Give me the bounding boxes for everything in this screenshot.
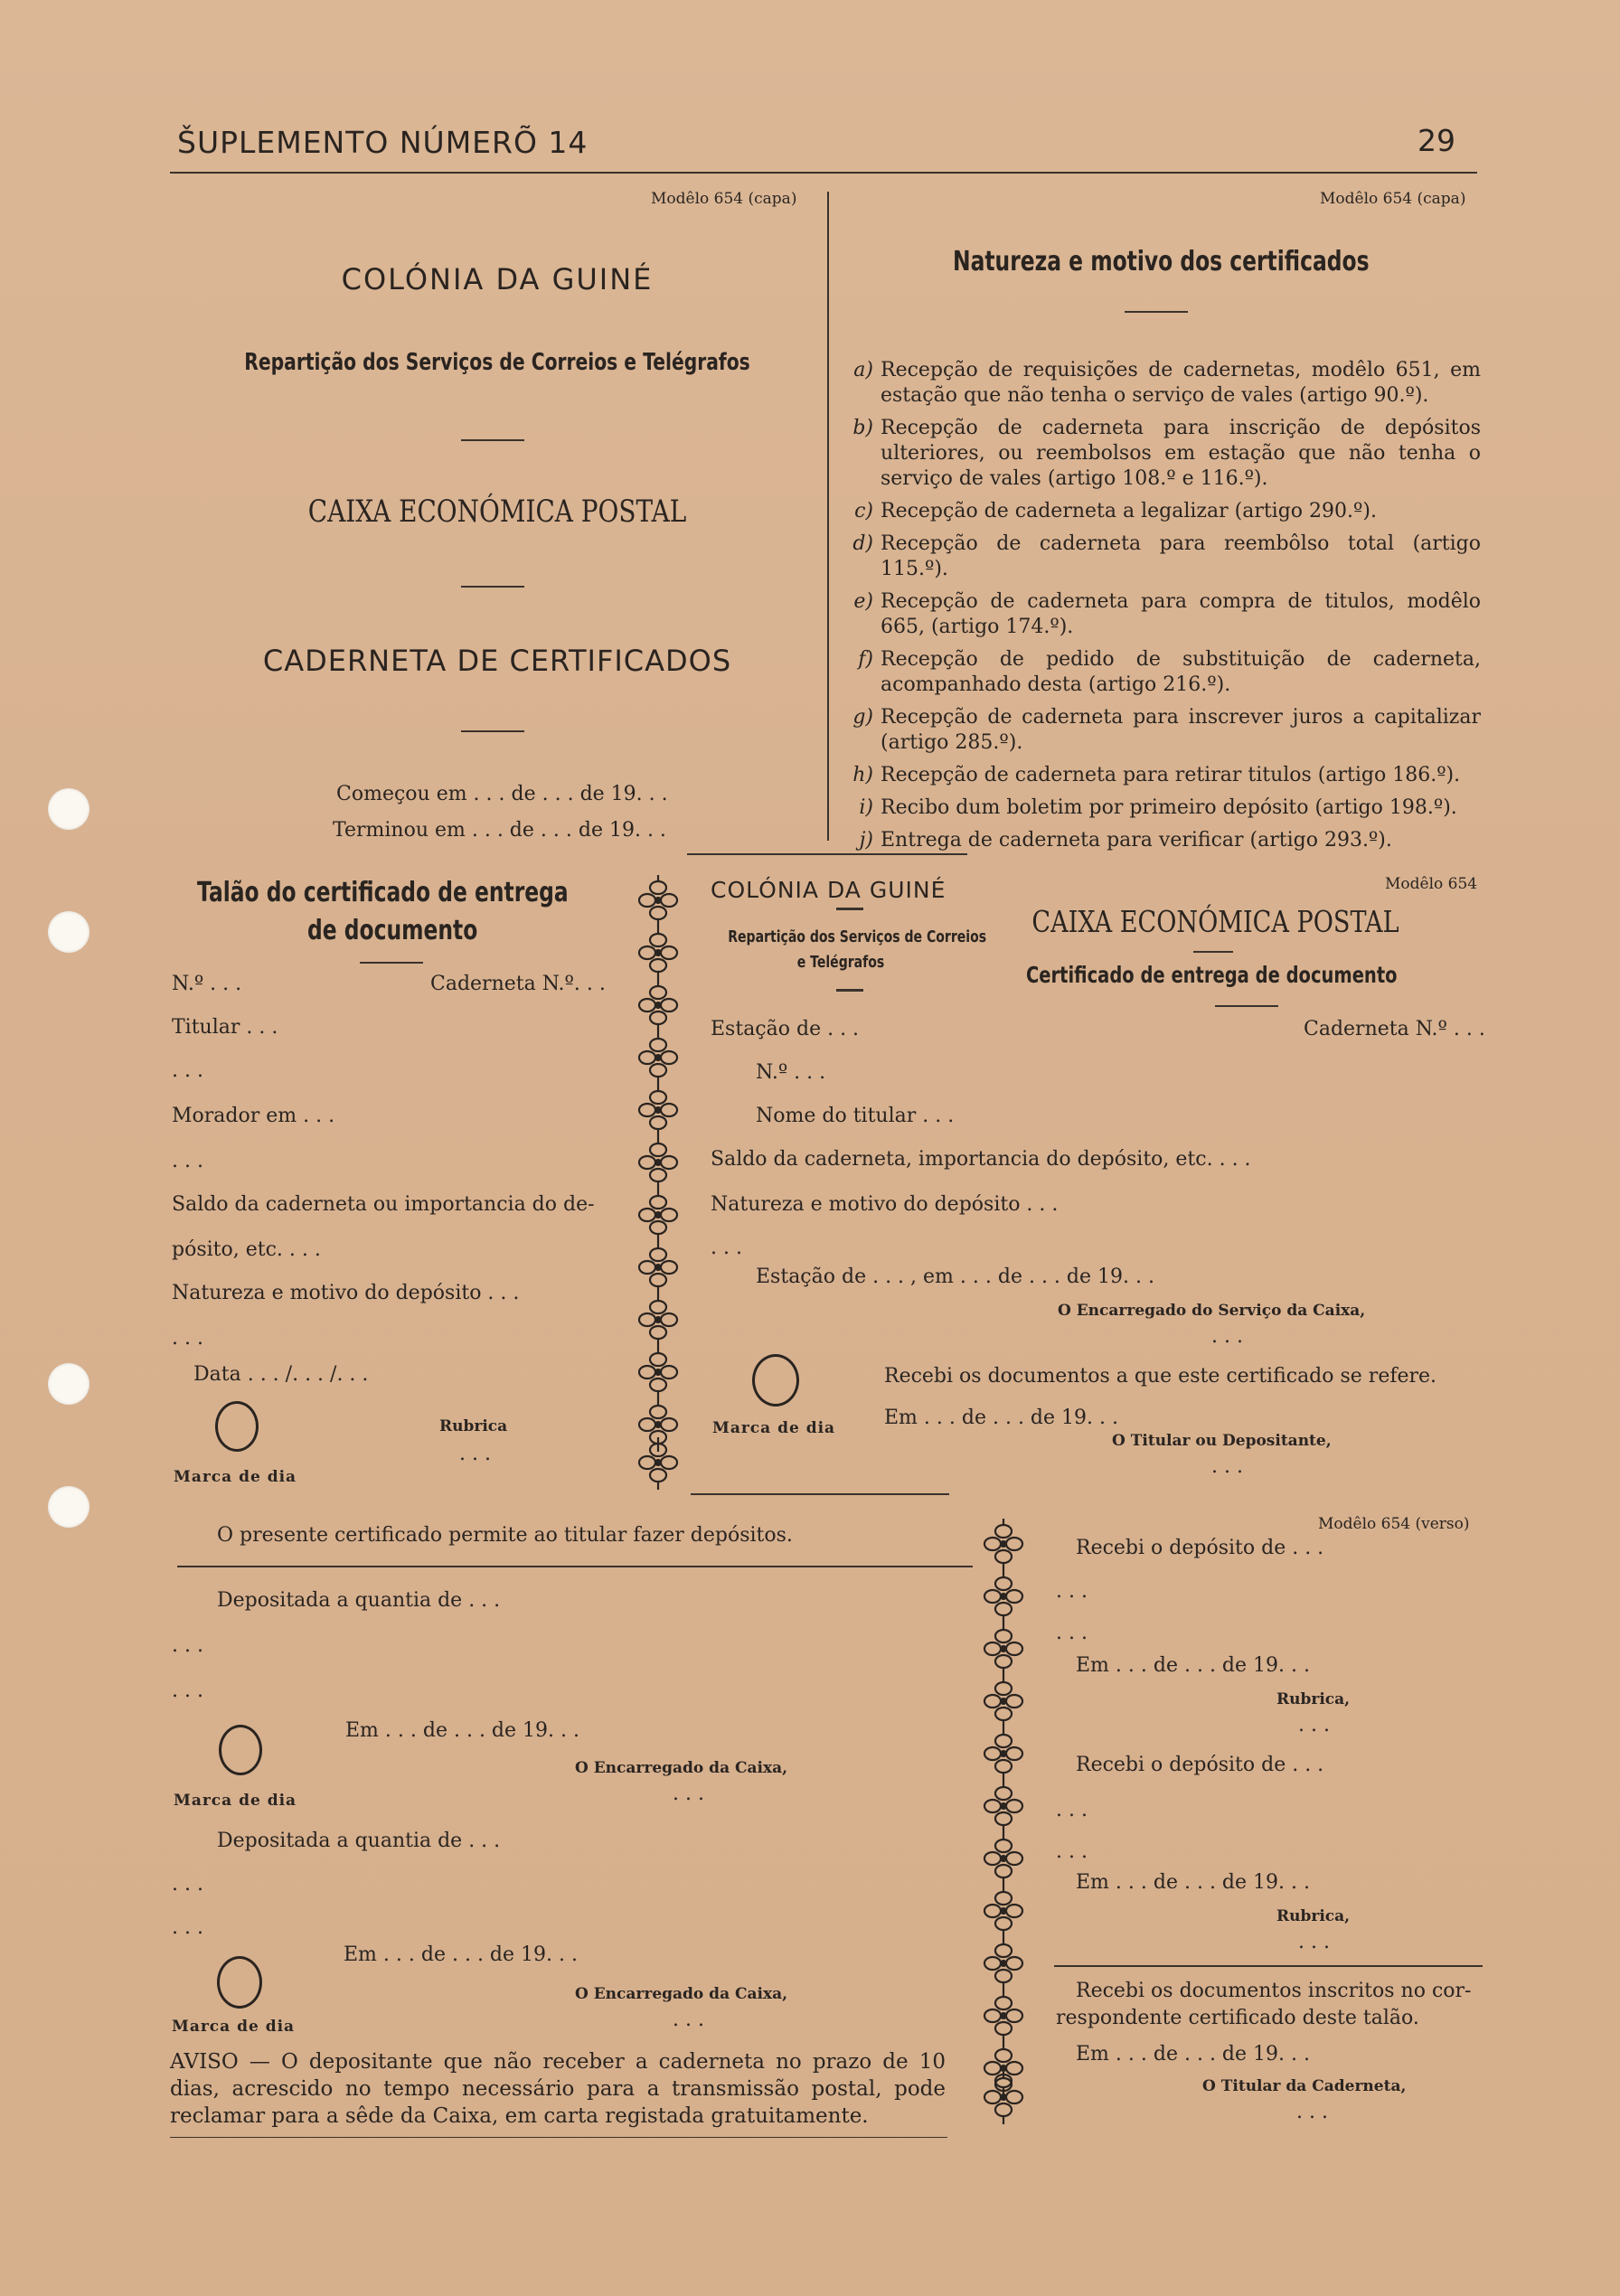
verso-deposito: Depositada a quantia de . . . bbox=[217, 1830, 501, 1852]
talao-dots: . . . bbox=[172, 1059, 203, 1082]
cert-estacao-em: Estação de . . . , em . . . de . . . de 19. . . bbox=[756, 1266, 1154, 1288]
cert-subtitle: Certificado de entrega de documento bbox=[1026, 962, 1398, 988]
page-header-title: ŠUPLEMENTO NÚMERÕ 14 bbox=[177, 125, 589, 160]
cert-caderneta: Caderneta N.º . . . bbox=[1304, 1018, 1485, 1040]
punch-hole bbox=[48, 1363, 89, 1405]
section-rule bbox=[687, 853, 967, 855]
day-stamp-circle bbox=[752, 1354, 799, 1407]
verso-dots: . . . bbox=[172, 1680, 203, 1702]
cert-encarregado-dots: . . . bbox=[1211, 1325, 1243, 1348]
separator bbox=[461, 730, 524, 732]
verso-titular: O Titular da Caderneta, bbox=[1202, 2077, 1407, 2095]
verso-rubrica: Rubrica, bbox=[1276, 1690, 1351, 1708]
cert-estacao: Estação de . . . bbox=[711, 1018, 860, 1040]
section-rule bbox=[691, 1493, 949, 1495]
section-rule bbox=[170, 2137, 947, 2138]
list-item bbox=[835, 358, 1481, 409]
item-letter: g) bbox=[852, 706, 873, 729]
separator bbox=[836, 989, 863, 992]
verso-recebi-docs: Recebi os documentos inscritos no cor- bbox=[1076, 1980, 1472, 2002]
cert-encarregado: O Encarregado do Serviço da Caixa, bbox=[1058, 1302, 1366, 1320]
item-text: Recepção de caderneta para reembôlso total (artigo 115.º). bbox=[881, 532, 1481, 580]
cert-department-line2: e Telégrafos bbox=[796, 953, 885, 972]
section-rule bbox=[1054, 1965, 1483, 1967]
verso-titular-dots: . . . bbox=[1296, 2101, 1328, 2123]
cert-caixa: CAIXA ECONÓMICA POSTAL bbox=[1031, 904, 1399, 939]
item-text: Recepção de caderneta a legalizar (artigo 290.º). bbox=[881, 500, 1377, 522]
verso-dots: . . . bbox=[1056, 1580, 1088, 1603]
verso-dots: . . . bbox=[172, 1916, 203, 1939]
verso-recebi: Recebi o depósito de . . . bbox=[1076, 1754, 1324, 1776]
verso-dots: . . . bbox=[1056, 1799, 1088, 1821]
verso-recebi-docs-cont: respondente certificado deste talão. bbox=[1056, 2007, 1419, 2029]
separator bbox=[836, 908, 863, 910]
item-text: Recepção de pedido de substituição de caderneta, acompanhado desta (artigo 216.º). bbox=[881, 648, 1481, 696]
verso-encarregado-dots: . . . bbox=[673, 1783, 704, 1805]
verso-rubrica-dots: . . . bbox=[1298, 1931, 1330, 1953]
verso-em: Em . . . de . . . de 19. . . bbox=[345, 1719, 579, 1742]
talao-numero: N.º . . . bbox=[172, 973, 242, 995]
list-item bbox=[835, 763, 1481, 788]
talao-saldo-cont: pósito, etc. . . . bbox=[172, 1238, 321, 1261]
list-item bbox=[835, 828, 1481, 853]
day-stamp-circle bbox=[217, 1956, 262, 2009]
list-item bbox=[835, 647, 1481, 698]
item-text: Entrega de caderneta para verificar (artigo 293.º). bbox=[881, 829, 1392, 852]
talao-titular: Titular . . . bbox=[172, 1016, 278, 1039]
item-text: Recepção de caderneta para inscrever juros a capitalizar (artigo 285.º). bbox=[881, 706, 1481, 754]
verso-encarregado-dots: . . . bbox=[673, 2009, 704, 2031]
verso-dots: . . . bbox=[172, 1634, 203, 1657]
verso-dots: . . . bbox=[1056, 1622, 1088, 1644]
separator bbox=[1125, 311, 1188, 313]
day-stamp-circle bbox=[219, 1725, 262, 1775]
cert-saldo: Saldo da caderneta, importancia do depósito, etc. . . . bbox=[711, 1148, 1251, 1171]
verso-marca-dia: Marca de dia bbox=[174, 1792, 297, 1810]
verso-modelo: Modêlo 654 (verso) bbox=[1318, 1515, 1470, 1533]
header-rule bbox=[170, 172, 1477, 174]
verso-rubrica: Rubrica, bbox=[1276, 1907, 1351, 1925]
colony-title: COLÓNIA DA GUINÉ bbox=[341, 262, 654, 296]
verso-em: Em . . . de . . . de 19. . . bbox=[1076, 1871, 1310, 1894]
cert-marca-dia: Marca de dia bbox=[712, 1419, 836, 1437]
cert-natureza: Natureza e motivo do depósito . . . bbox=[711, 1193, 1059, 1216]
verso-em: Em . . . de . . . de 19. . . bbox=[344, 1943, 578, 1966]
separator bbox=[461, 586, 524, 588]
cert-recebi: Recebi os documentos a que este certificado se refere. bbox=[884, 1365, 1437, 1388]
department-title: Repartição dos Serviços de Correios e Telégrafos bbox=[244, 349, 750, 376]
cert-titular: O Titular ou Depositante, bbox=[1112, 1432, 1332, 1450]
verso-encarregado: O Encarregado da Caixa, bbox=[575, 1759, 788, 1777]
verso-rubrica-dots: . . . bbox=[1298, 1714, 1330, 1736]
punch-hole bbox=[48, 1486, 89, 1528]
verso-em: Em . . . de . . . de 19. . . bbox=[1076, 2043, 1310, 2065]
item-text: Recepção de caderneta para retirar titulos (artigo 186.º). bbox=[881, 764, 1461, 786]
talao-caderneta: Caderneta N.º. . . bbox=[430, 973, 606, 995]
item-letter: e) bbox=[853, 590, 873, 613]
modelo-label: Modêlo 654 (capa) bbox=[651, 190, 797, 208]
item-letter: a) bbox=[853, 359, 873, 381]
item-text: Recepção de requisições de cadernetas, modêlo 651, em estação que não tenha o serviço de vales (artigo 90.º). bbox=[881, 359, 1481, 407]
list-item bbox=[835, 532, 1481, 582]
item-text: Recibo dum boletim por primeiro depósito (artigo 198.º). bbox=[881, 796, 1457, 819]
comecou-field: Começou em . . . de . . . de 19. . . bbox=[336, 783, 668, 805]
item-letter: b) bbox=[852, 417, 873, 439]
list-item bbox=[835, 499, 1481, 524]
talao-marca-dia: Marca de dia bbox=[174, 1468, 297, 1486]
talao-rubrica: Rubrica bbox=[439, 1417, 508, 1435]
verso-em: Em . . . de . . . de 19. . . bbox=[1076, 1654, 1310, 1677]
modelo-label: Modêlo 654 (capa) bbox=[1320, 190, 1466, 208]
talao-title-line2: de documento bbox=[307, 915, 478, 946]
verso-dots: . . . bbox=[1056, 1840, 1088, 1863]
day-stamp-circle bbox=[215, 1401, 259, 1452]
list-item bbox=[835, 795, 1481, 821]
verso-encarregado: O Encarregado da Caixa, bbox=[575, 1985, 788, 2003]
list-item bbox=[835, 705, 1481, 756]
talao-dots: . . . bbox=[172, 1327, 203, 1350]
talao-natureza: Natureza e motivo do depósito . . . bbox=[172, 1282, 520, 1304]
verso-recebi: Recebi o depósito de . . . bbox=[1076, 1537, 1324, 1559]
caixa-title: CAIXA ECONÓMICA POSTAL bbox=[307, 494, 687, 530]
talao-saldo: Saldo da caderneta ou importancia do de- bbox=[172, 1193, 595, 1216]
talao-dots: . . . bbox=[172, 1150, 203, 1172]
column-divider bbox=[827, 192, 829, 841]
item-letter: i) bbox=[859, 796, 873, 819]
separator bbox=[1215, 1005, 1278, 1007]
terminou-field: Terminou em . . . de . . . de 19. . . bbox=[333, 819, 666, 842]
punch-hole bbox=[48, 788, 89, 830]
separator bbox=[1193, 951, 1233, 953]
item-text: Recepção de caderneta para compra de titulos, modêlo 665, (artigo 174.º). bbox=[881, 590, 1481, 638]
caderneta-title: CADERNETA DE CERTIFICADOS bbox=[262, 644, 732, 678]
separator bbox=[360, 962, 423, 964]
talao-data: Data . . . /. . . /. . . bbox=[193, 1363, 369, 1386]
page-number: 29 bbox=[1418, 123, 1455, 158]
item-letter: c) bbox=[854, 500, 873, 522]
cert-titular-dots: . . . bbox=[1211, 1455, 1243, 1478]
verso-marca-dia: Marca de dia bbox=[172, 2018, 296, 2036]
list-item bbox=[835, 589, 1481, 640]
item-letter: f) bbox=[858, 648, 873, 671]
cert-modelo: Modêlo 654 bbox=[1385, 875, 1478, 893]
separator bbox=[461, 439, 524, 441]
item-letter: j) bbox=[859, 829, 873, 852]
cert-nome: Nome do titular . . . bbox=[756, 1105, 955, 1127]
cert-colony: COLÓNIA DA GUINÉ bbox=[711, 877, 947, 903]
item-text: Recepção de caderneta para inscrição de depósitos ulteriores, ou reembolsos em estação que não tenha o serviço de vales (artigo 108.º e 116.º). bbox=[881, 417, 1481, 490]
item-letter: h) bbox=[852, 764, 873, 786]
talao-title: Talão do certificado de entrega bbox=[197, 877, 569, 908]
ornament-border-icon bbox=[976, 1519, 1031, 2124]
aviso-notice: AVISO — O depositante que não receber a caderneta no prazo de 10 dias, acrescido no tempo necessário para a transmissão postal, pode reclamar para a sêde da Caixa, em carta registada gratuitamente. bbox=[170, 2050, 946, 2128]
punch-hole bbox=[48, 911, 89, 953]
cert-em: Em . . . de . . . de 19. . . bbox=[884, 1407, 1118, 1429]
list-item bbox=[835, 416, 1481, 492]
cert-dots: . . . bbox=[711, 1237, 742, 1259]
cert-numero: N.º . . . bbox=[756, 1061, 826, 1084]
certificate-reasons-list bbox=[835, 358, 1481, 853]
cert-department: Repartição dos Serviços de Correios bbox=[728, 927, 987, 946]
certificates-title: Natureza e motivo dos certificados bbox=[953, 246, 1370, 278]
section-rule bbox=[177, 1566, 973, 1567]
talao-morador: Morador em . . . bbox=[172, 1105, 335, 1127]
verso-deposito: Depositada a quantia de . . . bbox=[217, 1589, 501, 1612]
verso-presente: O presente certificado permite ao titular fazer depósitos. bbox=[217, 1524, 793, 1547]
ornament-border-icon bbox=[631, 875, 685, 1490]
verso-dots: . . . bbox=[172, 1873, 203, 1896]
item-letter: d) bbox=[852, 532, 873, 555]
talao-rubrica-dots: . . . bbox=[459, 1443, 491, 1465]
